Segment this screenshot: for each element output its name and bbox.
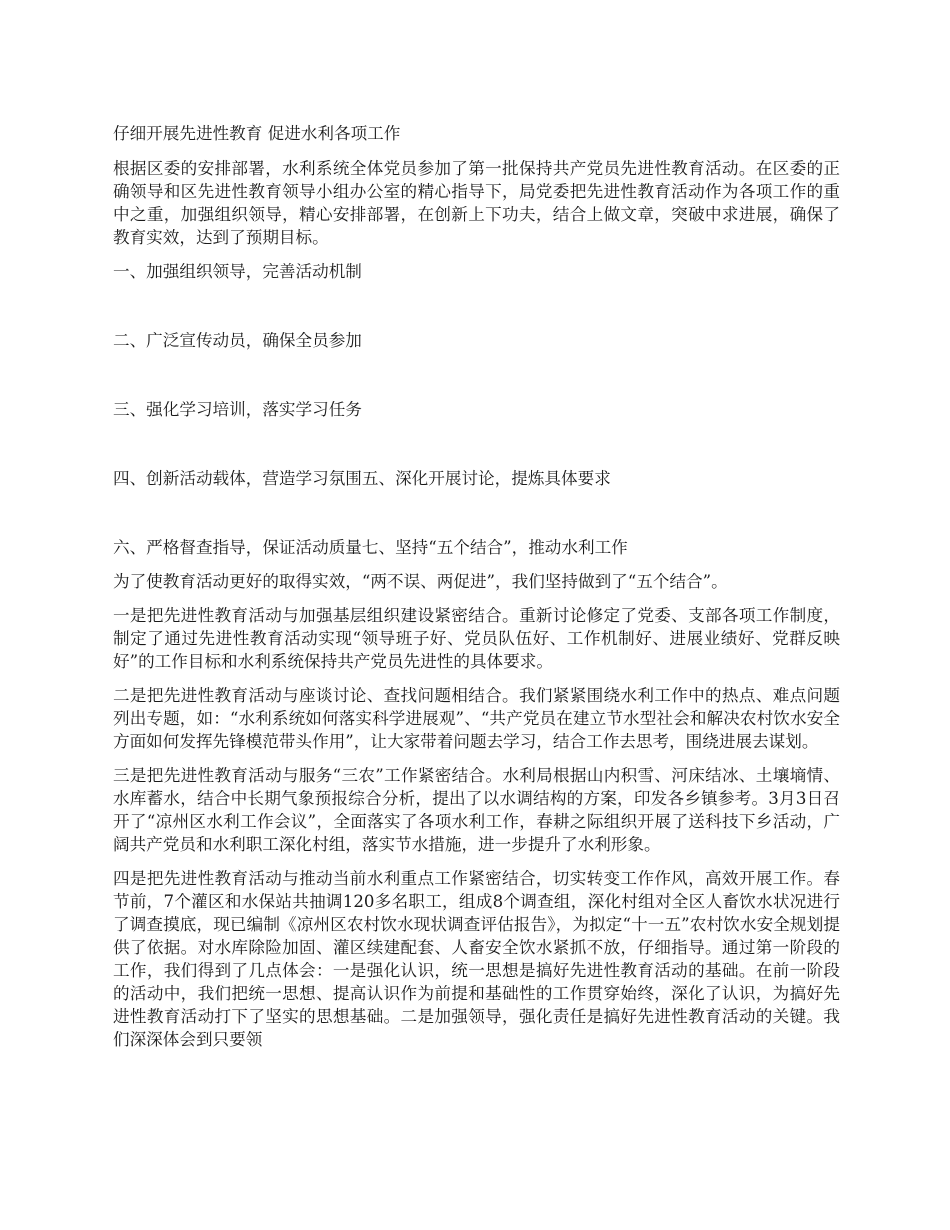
body-paragraph: 为了使教育活动更好的取得实效，“两不误、两促进”，我们坚持做到了“五个结合”。 [113, 572, 728, 591]
body-paragraph: 一是把先进性教育活动与加强基层组织建设紧密结合。重新讨论修定了党委、支部各项工作制度，制定了通过先进性教育活动实现“领导班子好、党员队伍好、工作机制好、进展业绩好、党群反映好”的工作目标和水利系统保持共产党员先进性的具体要求。 [113, 606, 840, 671]
blank-space [113, 490, 840, 536]
section-heading-6-7: 六、严格督查指导，保证活动质量七、坚持“五个结合”，推动水利工作 [113, 538, 628, 557]
document-page [113, 122, 840, 1062]
blank-space [113, 352, 840, 398]
blank-space [113, 421, 840, 467]
body-paragraph: 二是把先进性教育活动与座谈讨论、查找问题相结合。我们紧紧围绕水利工作中的热点、难点问题列出专题，如：“水利系统如何落实科学进展观”、“共产党员在建立节水型社会和解决农村饮水安全方面如何发挥先锋模范带头作用”，让大家带着问题去学习，结合工作去思考，围绕进展去谋划。 [113, 686, 840, 751]
blank-space [113, 283, 840, 329]
section-heading-2: 二、广泛宣传动员，确保全员参加 [113, 331, 362, 350]
document-title: 仔细开展先进性教育 促进水利各项工作 [113, 124, 401, 143]
body-paragraph: 三是把先进性教育活动与服务“三农”工作紧密结合。水利局根据山内积雪、河床结冰、土壤墒情、水库蓄水，结合中长期气象预报综合分析，提出了以水调结构的方案，印发各乡镇参考。3月3日召开了“凉州区水利工作会议”，全面落实了各项水利工作，春耕之际组织开展了送科技下乡活动，广阔共产党员和水利职工深化村组，落实节水措施，进一步提升了水利形象。 [113, 766, 840, 854]
body-paragraph: 四是把先进性教育活动与推动当前水利重点工作紧密结合，切实转变工作作风，高效开展工作。春节前，7个灌区和水保站共抽调120多名职工，组成8个调查组，深化村组对全区人畜饮水状况进行了调查摸底，现已编制《凉州区农村饮水现状调查评估报告》，为拟定“十一五”农村饮水安全规划提供了依据。对水库除险加固、灌区续建配套、人畜安全饮水紧抓不放，仔细指导。通过第一阶段的工作，我们得到了几点体会：一是强化认识，统一思想是搞好先进性教育活动的基础。在前一阶段的活动中，我们把统一思想、提高认识作为前提和基础性的工作贯穿始终，深化了认识，为搞好先进性教育活动打下了坚实的思想基础。二是加强领导，强化责任是搞好先进性教育活动的关键。我们深深体会到只要领 [113, 869, 840, 1049]
section-heading-1: 一、加强组织领导，完善活动机制 [113, 262, 362, 281]
intro-paragraph: 根据区委的安排部署，水利系统全体党员参加了第一批保持共产党员先进性教育活动。在区委的正确领导和区先进性教育领导小组办公室的精心指导下，局党委把先进性教育活动作为各项工作的重中之重，加强组织领导，精心安排部署，在创新上下功夫，结合上做文章，突破中求进展，确保了教育实效，达到了预期目标。 [113, 159, 840, 247]
section-heading-4-5: 四、创新活动载体，营造学习氛围五、深化开展讨论，提炼具体要求 [113, 469, 611, 488]
section-heading-3: 三、强化学习培训，落实学习任务 [113, 400, 362, 419]
